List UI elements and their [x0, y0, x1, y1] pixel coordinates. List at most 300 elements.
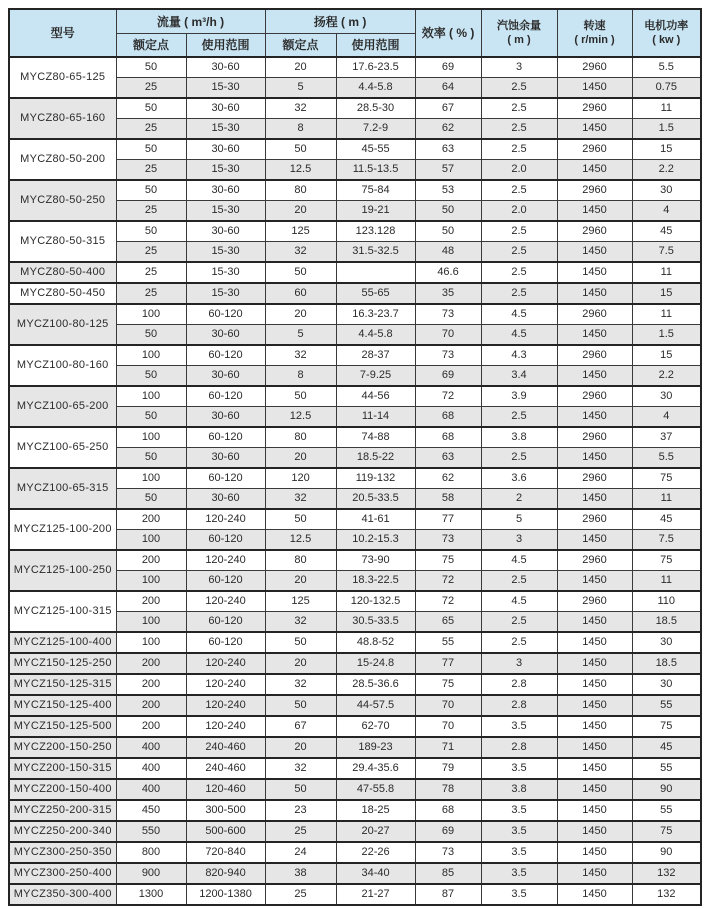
- data-cell: 1450: [557, 779, 632, 800]
- data-cell: 11: [632, 304, 701, 325]
- data-cell: 62: [415, 468, 481, 489]
- speed-label-line2: ( r/min ): [574, 34, 615, 46]
- data-cell: 1450: [557, 530, 632, 551]
- data-cell: 63: [415, 139, 481, 160]
- data-cell: 2.5: [481, 632, 557, 653]
- data-cell: 8: [265, 119, 336, 140]
- data-cell: 820-940: [186, 863, 265, 884]
- data-cell: 69: [415, 821, 481, 842]
- data-cell: 10.2-15.3: [336, 530, 415, 551]
- data-cell: 69: [415, 366, 481, 387]
- data-cell: 120-240: [186, 716, 265, 737]
- data-cell: 50: [415, 221, 481, 242]
- data-cell: 3.5: [481, 716, 557, 737]
- data-cell: 45: [632, 221, 701, 242]
- data-cell: 4.5: [481, 304, 557, 325]
- data-cell: 68: [415, 407, 481, 428]
- table-row: [9, 591, 701, 612]
- data-cell: 75: [415, 550, 481, 571]
- data-cell: 50: [116, 407, 186, 428]
- model-cell: MYCZ80-50-450: [9, 283, 116, 304]
- data-cell: 2960: [557, 386, 632, 407]
- col-header-model: 型号: [9, 9, 116, 57]
- model-cell: MYCZ150-125-400: [9, 695, 116, 716]
- data-cell: 200: [116, 695, 186, 716]
- data-cell: 73: [415, 842, 481, 863]
- model-cell: MYCZ125-100-200: [9, 509, 116, 550]
- data-cell: 25: [116, 201, 186, 222]
- data-cell: 1450: [557, 366, 632, 387]
- data-cell: 3.8: [481, 779, 557, 800]
- data-cell: 11: [632, 489, 701, 510]
- data-cell: 75: [632, 550, 701, 571]
- data-cell: 30-60: [186, 325, 265, 346]
- data-cell: 50: [265, 386, 336, 407]
- data-cell: 30-60: [186, 180, 265, 201]
- data-cell: 3.8: [481, 427, 557, 448]
- data-cell: 15-30: [186, 78, 265, 99]
- table-row: [9, 779, 701, 800]
- data-cell: 3: [481, 57, 557, 78]
- data-cell: 30-60: [186, 139, 265, 160]
- data-cell: 15-30: [186, 201, 265, 222]
- data-cell: 18-25: [336, 800, 415, 821]
- data-cell: 69: [415, 57, 481, 78]
- table-row: [9, 57, 701, 78]
- data-cell: 2.2: [632, 366, 701, 387]
- data-cell: 28-37: [336, 345, 415, 366]
- data-cell: 25: [265, 821, 336, 842]
- data-cell: 200: [116, 653, 186, 674]
- data-cell: 100: [116, 632, 186, 653]
- table-row: [9, 695, 701, 716]
- data-cell: 3.5: [481, 884, 557, 905]
- data-cell: 2960: [557, 57, 632, 78]
- data-cell: 50: [116, 489, 186, 510]
- data-cell: 100: [116, 612, 186, 633]
- data-cell: 3.5: [481, 863, 557, 884]
- data-cell: 11-14: [336, 407, 415, 428]
- data-cell: 120-240: [186, 591, 265, 612]
- data-cell: 60-120: [186, 386, 265, 407]
- data-cell: 5.5: [632, 57, 701, 78]
- data-cell: 2.5: [481, 180, 557, 201]
- data-cell: 1450: [557, 283, 632, 304]
- data-cell: 21-27: [336, 884, 415, 905]
- data-cell: 20: [265, 571, 336, 592]
- data-cell: [336, 262, 415, 283]
- table-row: [9, 800, 701, 821]
- data-cell: 60-120: [186, 304, 265, 325]
- col-header-npsh: [481, 9, 557, 57]
- data-cell: 2.5: [481, 262, 557, 283]
- data-cell: 17.6-23.5: [336, 57, 415, 78]
- speed-label-line1: 转速: [583, 20, 606, 32]
- data-cell: 900: [116, 863, 186, 884]
- data-cell: 400: [116, 737, 186, 758]
- data-cell: 30-60: [186, 57, 265, 78]
- data-cell: 11: [632, 262, 701, 283]
- data-cell: 48: [415, 242, 481, 263]
- model-cell: MYCZ150-125-250: [9, 653, 116, 674]
- data-cell: 2.5: [481, 119, 557, 140]
- table-row: [9, 468, 701, 489]
- data-cell: 2960: [557, 139, 632, 160]
- data-cell: 132: [632, 863, 701, 884]
- data-cell: 37: [632, 427, 701, 448]
- data-cell: 2960: [557, 304, 632, 325]
- data-cell: 2.5: [481, 612, 557, 633]
- data-cell: 2960: [557, 345, 632, 366]
- data-cell: 132: [632, 884, 701, 905]
- data-cell: 50: [415, 201, 481, 222]
- table-row: [9, 842, 701, 863]
- data-cell: 110: [632, 591, 701, 612]
- data-cell: 200: [116, 509, 186, 530]
- model-cell: MYCZ100-65-250: [9, 427, 116, 468]
- data-cell: 73-90: [336, 550, 415, 571]
- col-header-head-rated: 额定点: [265, 34, 336, 58]
- data-cell: 15-30: [186, 262, 265, 283]
- table-row: [9, 427, 701, 448]
- data-cell: 68: [415, 427, 481, 448]
- data-cell: 75: [632, 468, 701, 489]
- data-cell: 1450: [557, 758, 632, 779]
- data-cell: 800: [116, 842, 186, 863]
- power-label-line2: ( kw ): [652, 34, 681, 46]
- data-cell: 1450: [557, 407, 632, 428]
- data-cell: 23: [265, 800, 336, 821]
- data-cell: 32: [265, 674, 336, 695]
- data-cell: 12.5: [265, 530, 336, 551]
- data-cell: 25: [116, 160, 186, 181]
- data-cell: 7.5: [632, 530, 701, 551]
- data-cell: 2960: [557, 98, 632, 119]
- data-cell: 100: [116, 304, 186, 325]
- data-cell: 18.5: [632, 653, 701, 674]
- data-cell: 7.5: [632, 242, 701, 263]
- model-cell: MYCZ100-65-315: [9, 468, 116, 509]
- data-cell: 5.5: [632, 448, 701, 469]
- data-cell: 4.4-5.8: [336, 78, 415, 99]
- data-cell: 71: [415, 737, 481, 758]
- model-cell: MYCZ200-150-250: [9, 737, 116, 758]
- data-cell: 100: [116, 386, 186, 407]
- data-cell: 50: [265, 262, 336, 283]
- data-cell: 2.5: [481, 407, 557, 428]
- data-cell: 90: [632, 842, 701, 863]
- data-cell: 15-30: [186, 160, 265, 181]
- data-cell: 3.5: [481, 821, 557, 842]
- data-cell: 68: [415, 800, 481, 821]
- data-cell: 70: [415, 325, 481, 346]
- data-cell: 4.3: [481, 345, 557, 366]
- data-cell: 2.8: [481, 674, 557, 695]
- data-cell: 73: [415, 345, 481, 366]
- data-cell: 63: [415, 448, 481, 469]
- data-cell: 32: [265, 242, 336, 263]
- data-cell: 1450: [557, 489, 632, 510]
- data-cell: 120-240: [186, 550, 265, 571]
- data-cell: 2.5: [481, 221, 557, 242]
- data-cell: 57: [415, 160, 481, 181]
- data-cell: 80: [265, 180, 336, 201]
- table-row: [9, 758, 701, 779]
- model-cell: MYCZ100-80-125: [9, 304, 116, 345]
- data-cell: 50: [265, 632, 336, 653]
- data-cell: 1450: [557, 821, 632, 842]
- data-cell: 200: [116, 716, 186, 737]
- data-cell: 7.2-9: [336, 119, 415, 140]
- data-cell: 120-132.5: [336, 591, 415, 612]
- data-cell: 30-60: [186, 221, 265, 242]
- data-cell: 34-40: [336, 863, 415, 884]
- data-cell: 125: [265, 591, 336, 612]
- data-cell: 64: [415, 78, 481, 99]
- data-cell: 12.5: [265, 160, 336, 181]
- npsh-label-line2: ( m ): [507, 34, 531, 46]
- data-cell: 550: [116, 821, 186, 842]
- data-cell: 72: [415, 571, 481, 592]
- data-cell: 50: [116, 180, 186, 201]
- col-header-head-range: 使用范围: [336, 34, 415, 58]
- data-cell: 18.3-22.5: [336, 571, 415, 592]
- data-cell: 120: [265, 468, 336, 489]
- model-cell: MYCZ125-100-250: [9, 550, 116, 591]
- data-cell: 1.5: [632, 119, 701, 140]
- data-cell: 2960: [557, 509, 632, 530]
- data-cell: 1450: [557, 632, 632, 653]
- data-cell: 4: [632, 407, 701, 428]
- table-row: [9, 884, 701, 905]
- data-cell: 28.5-30: [336, 98, 415, 119]
- data-cell: 35: [415, 283, 481, 304]
- data-cell: 5: [265, 325, 336, 346]
- data-cell: 30.5-33.5: [336, 612, 415, 633]
- data-cell: 2.5: [481, 242, 557, 263]
- data-cell: 72: [415, 386, 481, 407]
- data-cell: 50: [116, 57, 186, 78]
- data-cell: 2.8: [481, 695, 557, 716]
- data-cell: 20: [265, 653, 336, 674]
- data-cell: 300-500: [186, 800, 265, 821]
- data-cell: 1300: [116, 884, 186, 905]
- model-cell: MYCZ150-125-500: [9, 716, 116, 737]
- npsh-label-line1: 汽蚀余量: [497, 20, 542, 32]
- data-cell: 60-120: [186, 345, 265, 366]
- data-cell: 4.4-5.8: [336, 325, 415, 346]
- data-cell: 1450: [557, 653, 632, 674]
- model-cell: MYCZ250-200-340: [9, 821, 116, 842]
- data-cell: 3.9: [481, 386, 557, 407]
- table-row: [9, 550, 701, 571]
- data-cell: 78: [415, 779, 481, 800]
- data-cell: 19-21: [336, 201, 415, 222]
- data-cell: 74-88: [336, 427, 415, 448]
- data-cell: 100: [116, 530, 186, 551]
- data-cell: 2.0: [481, 160, 557, 181]
- data-cell: 1450: [557, 325, 632, 346]
- model-cell: MYCZ80-50-200: [9, 139, 116, 180]
- data-cell: 1450: [557, 78, 632, 99]
- data-cell: 32: [265, 98, 336, 119]
- data-cell: 25: [265, 884, 336, 905]
- data-cell: 100: [116, 571, 186, 592]
- data-cell: 200: [116, 550, 186, 571]
- data-cell: 60-120: [186, 632, 265, 653]
- model-cell: MYCZ350-300-400: [9, 884, 116, 905]
- data-cell: 41-61: [336, 509, 415, 530]
- data-cell: 25: [116, 119, 186, 140]
- model-cell: MYCZ125-100-315: [9, 591, 116, 632]
- data-cell: 30-60: [186, 98, 265, 119]
- table-header: [9, 9, 701, 57]
- data-cell: 38: [265, 863, 336, 884]
- data-cell: 2960: [557, 550, 632, 571]
- data-cell: 25: [116, 283, 186, 304]
- table-row: [9, 716, 701, 737]
- data-cell: 60-120: [186, 468, 265, 489]
- model-cell: MYCZ80-65-125: [9, 57, 116, 98]
- data-cell: 1450: [557, 119, 632, 140]
- data-cell: 67: [265, 716, 336, 737]
- data-cell: 30: [632, 386, 701, 407]
- table-row: [9, 509, 701, 530]
- data-cell: 75: [632, 716, 701, 737]
- data-cell: 16.3-23.7: [336, 304, 415, 325]
- data-cell: 70: [415, 716, 481, 737]
- data-cell: 60-120: [186, 571, 265, 592]
- data-cell: 15-30: [186, 283, 265, 304]
- table-row: [9, 653, 701, 674]
- header-row-1: [9, 9, 701, 34]
- data-cell: 11: [632, 571, 701, 592]
- model-cell: MYCZ100-65-200: [9, 386, 116, 427]
- data-cell: 3.5: [481, 800, 557, 821]
- data-cell: 1450: [557, 716, 632, 737]
- table-row: [9, 180, 701, 201]
- data-cell: 60-120: [186, 427, 265, 448]
- data-cell: 55: [632, 800, 701, 821]
- data-cell: 240-460: [186, 758, 265, 779]
- model-cell: MYCZ300-250-400: [9, 863, 116, 884]
- data-cell: 28.5-36.6: [336, 674, 415, 695]
- data-cell: 75: [415, 674, 481, 695]
- model-cell: MYCZ300-250-350: [9, 842, 116, 863]
- data-cell: 22-26: [336, 842, 415, 863]
- data-cell: 77: [415, 509, 481, 530]
- table-row: [9, 98, 701, 119]
- data-cell: 1450: [557, 201, 632, 222]
- data-cell: 3.4: [481, 366, 557, 387]
- table-row: [9, 632, 701, 653]
- pump-spec-table: [8, 8, 702, 906]
- model-cell: MYCZ100-80-160: [9, 345, 116, 386]
- table-row: [9, 262, 701, 283]
- data-cell: 25: [116, 262, 186, 283]
- data-cell: 30: [632, 632, 701, 653]
- col-header-speed: [557, 9, 632, 57]
- data-cell: 50: [265, 695, 336, 716]
- data-cell: 46.6: [415, 262, 481, 283]
- model-cell: MYCZ250-200-315: [9, 800, 116, 821]
- data-cell: 29.4-35.6: [336, 758, 415, 779]
- table-row: [9, 674, 701, 695]
- data-cell: 73: [415, 304, 481, 325]
- data-cell: 400: [116, 758, 186, 779]
- data-cell: 79: [415, 758, 481, 779]
- data-cell: 100: [116, 468, 186, 489]
- data-cell: 62: [415, 119, 481, 140]
- data-cell: 75-84: [336, 180, 415, 201]
- data-cell: 2.5: [481, 78, 557, 99]
- data-cell: 4.5: [481, 591, 557, 612]
- data-cell: 77: [415, 653, 481, 674]
- data-cell: 120-240: [186, 509, 265, 530]
- data-cell: 15-24.8: [336, 653, 415, 674]
- data-cell: 67: [415, 98, 481, 119]
- data-cell: 120-240: [186, 674, 265, 695]
- data-cell: 32: [265, 489, 336, 510]
- data-cell: 72: [415, 591, 481, 612]
- data-cell: 25: [116, 78, 186, 99]
- data-cell: 720-840: [186, 842, 265, 863]
- data-cell: 47-55.8: [336, 779, 415, 800]
- data-cell: 62-70: [336, 716, 415, 737]
- data-cell: 50: [116, 139, 186, 160]
- data-cell: 45: [632, 737, 701, 758]
- data-cell: 60-120: [186, 612, 265, 633]
- data-cell: 75: [632, 821, 701, 842]
- table-row: [9, 863, 701, 884]
- data-cell: 50: [116, 448, 186, 469]
- data-cell: 2.0: [481, 201, 557, 222]
- data-cell: 15-30: [186, 119, 265, 140]
- data-cell: 11.5-13.5: [336, 160, 415, 181]
- power-label-line1: 电机功率: [644, 20, 689, 32]
- data-cell: 20: [265, 57, 336, 78]
- data-cell: 65: [415, 612, 481, 633]
- data-cell: 100: [116, 427, 186, 448]
- col-header-head: 扬程 ( m ): [265, 9, 415, 34]
- data-cell: 2960: [557, 221, 632, 242]
- data-cell: 1.5: [632, 325, 701, 346]
- data-cell: 5: [481, 509, 557, 530]
- data-cell: 12.5: [265, 407, 336, 428]
- model-cell: MYCZ80-50-250: [9, 180, 116, 221]
- data-cell: 100: [116, 345, 186, 366]
- data-cell: 1450: [557, 884, 632, 905]
- data-cell: 20: [265, 201, 336, 222]
- data-cell: 120-460: [186, 779, 265, 800]
- data-cell: 1450: [557, 674, 632, 695]
- data-cell: 90: [632, 779, 701, 800]
- data-cell: 4.5: [481, 550, 557, 571]
- data-cell: 2: [481, 489, 557, 510]
- data-cell: 2.8: [481, 737, 557, 758]
- table-row: [9, 283, 701, 304]
- data-cell: 500-600: [186, 821, 265, 842]
- model-cell: MYCZ150-125-315: [9, 674, 116, 695]
- data-cell: 31.5-32.5: [336, 242, 415, 263]
- data-cell: 1450: [557, 242, 632, 263]
- data-cell: 1450: [557, 262, 632, 283]
- table-row: [9, 221, 701, 242]
- data-cell: 15: [632, 283, 701, 304]
- col-header-power: [632, 9, 701, 57]
- data-cell: 2960: [557, 591, 632, 612]
- data-cell: 20: [265, 304, 336, 325]
